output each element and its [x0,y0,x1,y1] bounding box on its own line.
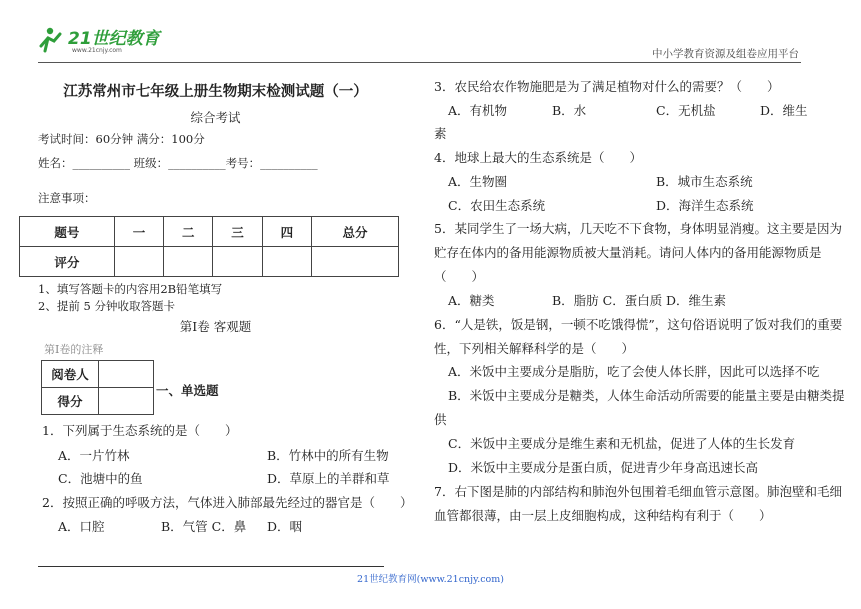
exam-subtitle: 综合考试 [190,110,241,125]
volume-note: 第Ⅰ卷的注释 [44,343,104,356]
student-info: 姓名：__________ 班级：__________考号：__________ [38,156,318,170]
score-value-cell [99,388,154,415]
question-2: 2．按照正确的呼吸方法，气体进入肺部最先经过的器官是（ ） [42,495,413,510]
reviewer-label: 阅卷人 [42,361,99,388]
footer-link[interactable]: 21世纪教育网(www.21cnjy.com) [357,574,504,585]
question-6-line-2: 性，下列相关解释科学的是（ ） [434,341,635,356]
exam-title: 江苏常州市七年级上册生物期末检测试题（一） [63,83,368,100]
q2-option-d: D．咽 [267,519,303,534]
platform-name: 中小学教育资源及组卷应用平台 [652,48,799,60]
q2-option-bc: B．气管 C．鼻 [161,519,247,534]
q4-option-d: D．海洋生态系统 [656,198,754,213]
footer-divider [38,566,384,567]
score-table-row [20,247,399,277]
question-5-line-1: 5．某同学生了一场大病，几天吃不下食物，身体明显消瘦。这主要是因为 [434,221,842,236]
score-cell [164,247,213,277]
q4-option-c: C．农田生态系统 [448,198,546,213]
q6-option-b-line-1: B．米饭中主要成分是糖类，人体生命活动所需要的能量主要是由糖类提 [448,388,845,403]
question-4: 4．地球上最大的生态系统是（ ） [434,150,642,165]
score-header-cell: 一 [114,217,163,247]
section-heading: 一、单选题 [156,383,219,398]
q6-option-d: D．米饭中主要成分是蛋白质，促进青少年身高迅速长高 [448,460,759,475]
q1-option-d: D．草原上的羊群和草 [267,471,390,486]
volume-title: 第Ⅰ卷 客观题 [179,319,252,334]
site-logo [38,24,168,54]
question-7-line-2: 血管都很薄，由一层上皮细胞构成，这种结构有利于（ ） [434,508,772,523]
score-header-cell: 题号 [20,217,115,247]
score-label: 得分 [42,388,99,415]
question-1: 1．下列属于生态系统的是（ ） [42,423,238,438]
score-header-cell: 四 [262,217,311,247]
note-2: 2、提前 5 分钟收取答题卡 [38,299,175,313]
score-header-cell: 二 [164,217,213,247]
question-5-line-2: 贮存在体内的备用能源物质被大量消耗。请问人体内的备用能源物质是 [434,245,822,260]
logo-subtext: www.21cnjy.com [72,47,122,54]
q5-option-a: A．糖类 [448,293,495,308]
q3-option-d-continued: 素 [434,126,447,141]
q6-option-c: C．米饭中主要成分是维生素和无机盐，促进了人体的生长发育 [448,436,796,451]
score-cell [312,247,399,277]
score-cell [213,247,262,277]
score-table [19,216,399,277]
q3-option-c: C．无机盐 [656,103,716,118]
score-header-cell: 总分 [312,217,399,247]
q1-option-b: B．竹林中的所有生物 [267,448,389,463]
q1-option-c: C．池塘中的鱼 [58,471,143,486]
q5-option-d: D．维生素 [666,293,727,308]
q4-option-b: B．城市生态系统 [656,174,753,189]
question-7-line-1: 7．右下图是肺的内部结构和肺泡外包围着毛细血管示意图。肺泡壁和毛细 [434,484,842,499]
header-divider [38,62,801,63]
q2-option-a: A．口腔 [58,519,105,534]
question-3: 3．农民给农作物施肥是为了满足植物对什么的需要？（ ） [434,79,780,94]
note-1: 1、填写答题卡的内容用2B铅笔填写 [38,282,223,296]
reviewer-table [41,360,154,415]
score-cell [262,247,311,277]
q3-option-b: B．水 [552,103,587,118]
q3-option-a: A．有机物 [448,103,508,118]
q4-option-a: A．生物圈 [448,174,508,189]
runner-icon [41,28,60,51]
q5-option-bc: B．脂肪 C．蛋白质 [552,293,663,308]
question-5-line-3: （ ） [434,269,485,284]
score-cell [114,247,163,277]
q1-option-a: A．一片竹林 [58,448,130,463]
q6-option-a: A．米饭中主要成分是脂肪，吃了会使人体长胖，因此可以选择不吃 [448,364,820,379]
q3-option-d: D．维生 [760,103,808,118]
score-row-label: 评分 [20,247,115,277]
score-header-cell: 三 [213,217,262,247]
logo-text: 21世纪教育 [68,29,160,49]
score-table-header-row [20,217,399,247]
q6-option-b-line-2: 供 [434,412,447,427]
notice-label: 注意事项： [38,191,96,205]
question-6-line-1: 6．“人是铁，饭是钢，一顿不吃饿得慌”，这句俗语说明了饭对我们的重要 [434,317,843,332]
time-score: 考试时间：60分钟 满分：100分 [38,132,205,146]
reviewer-cell [99,361,154,388]
